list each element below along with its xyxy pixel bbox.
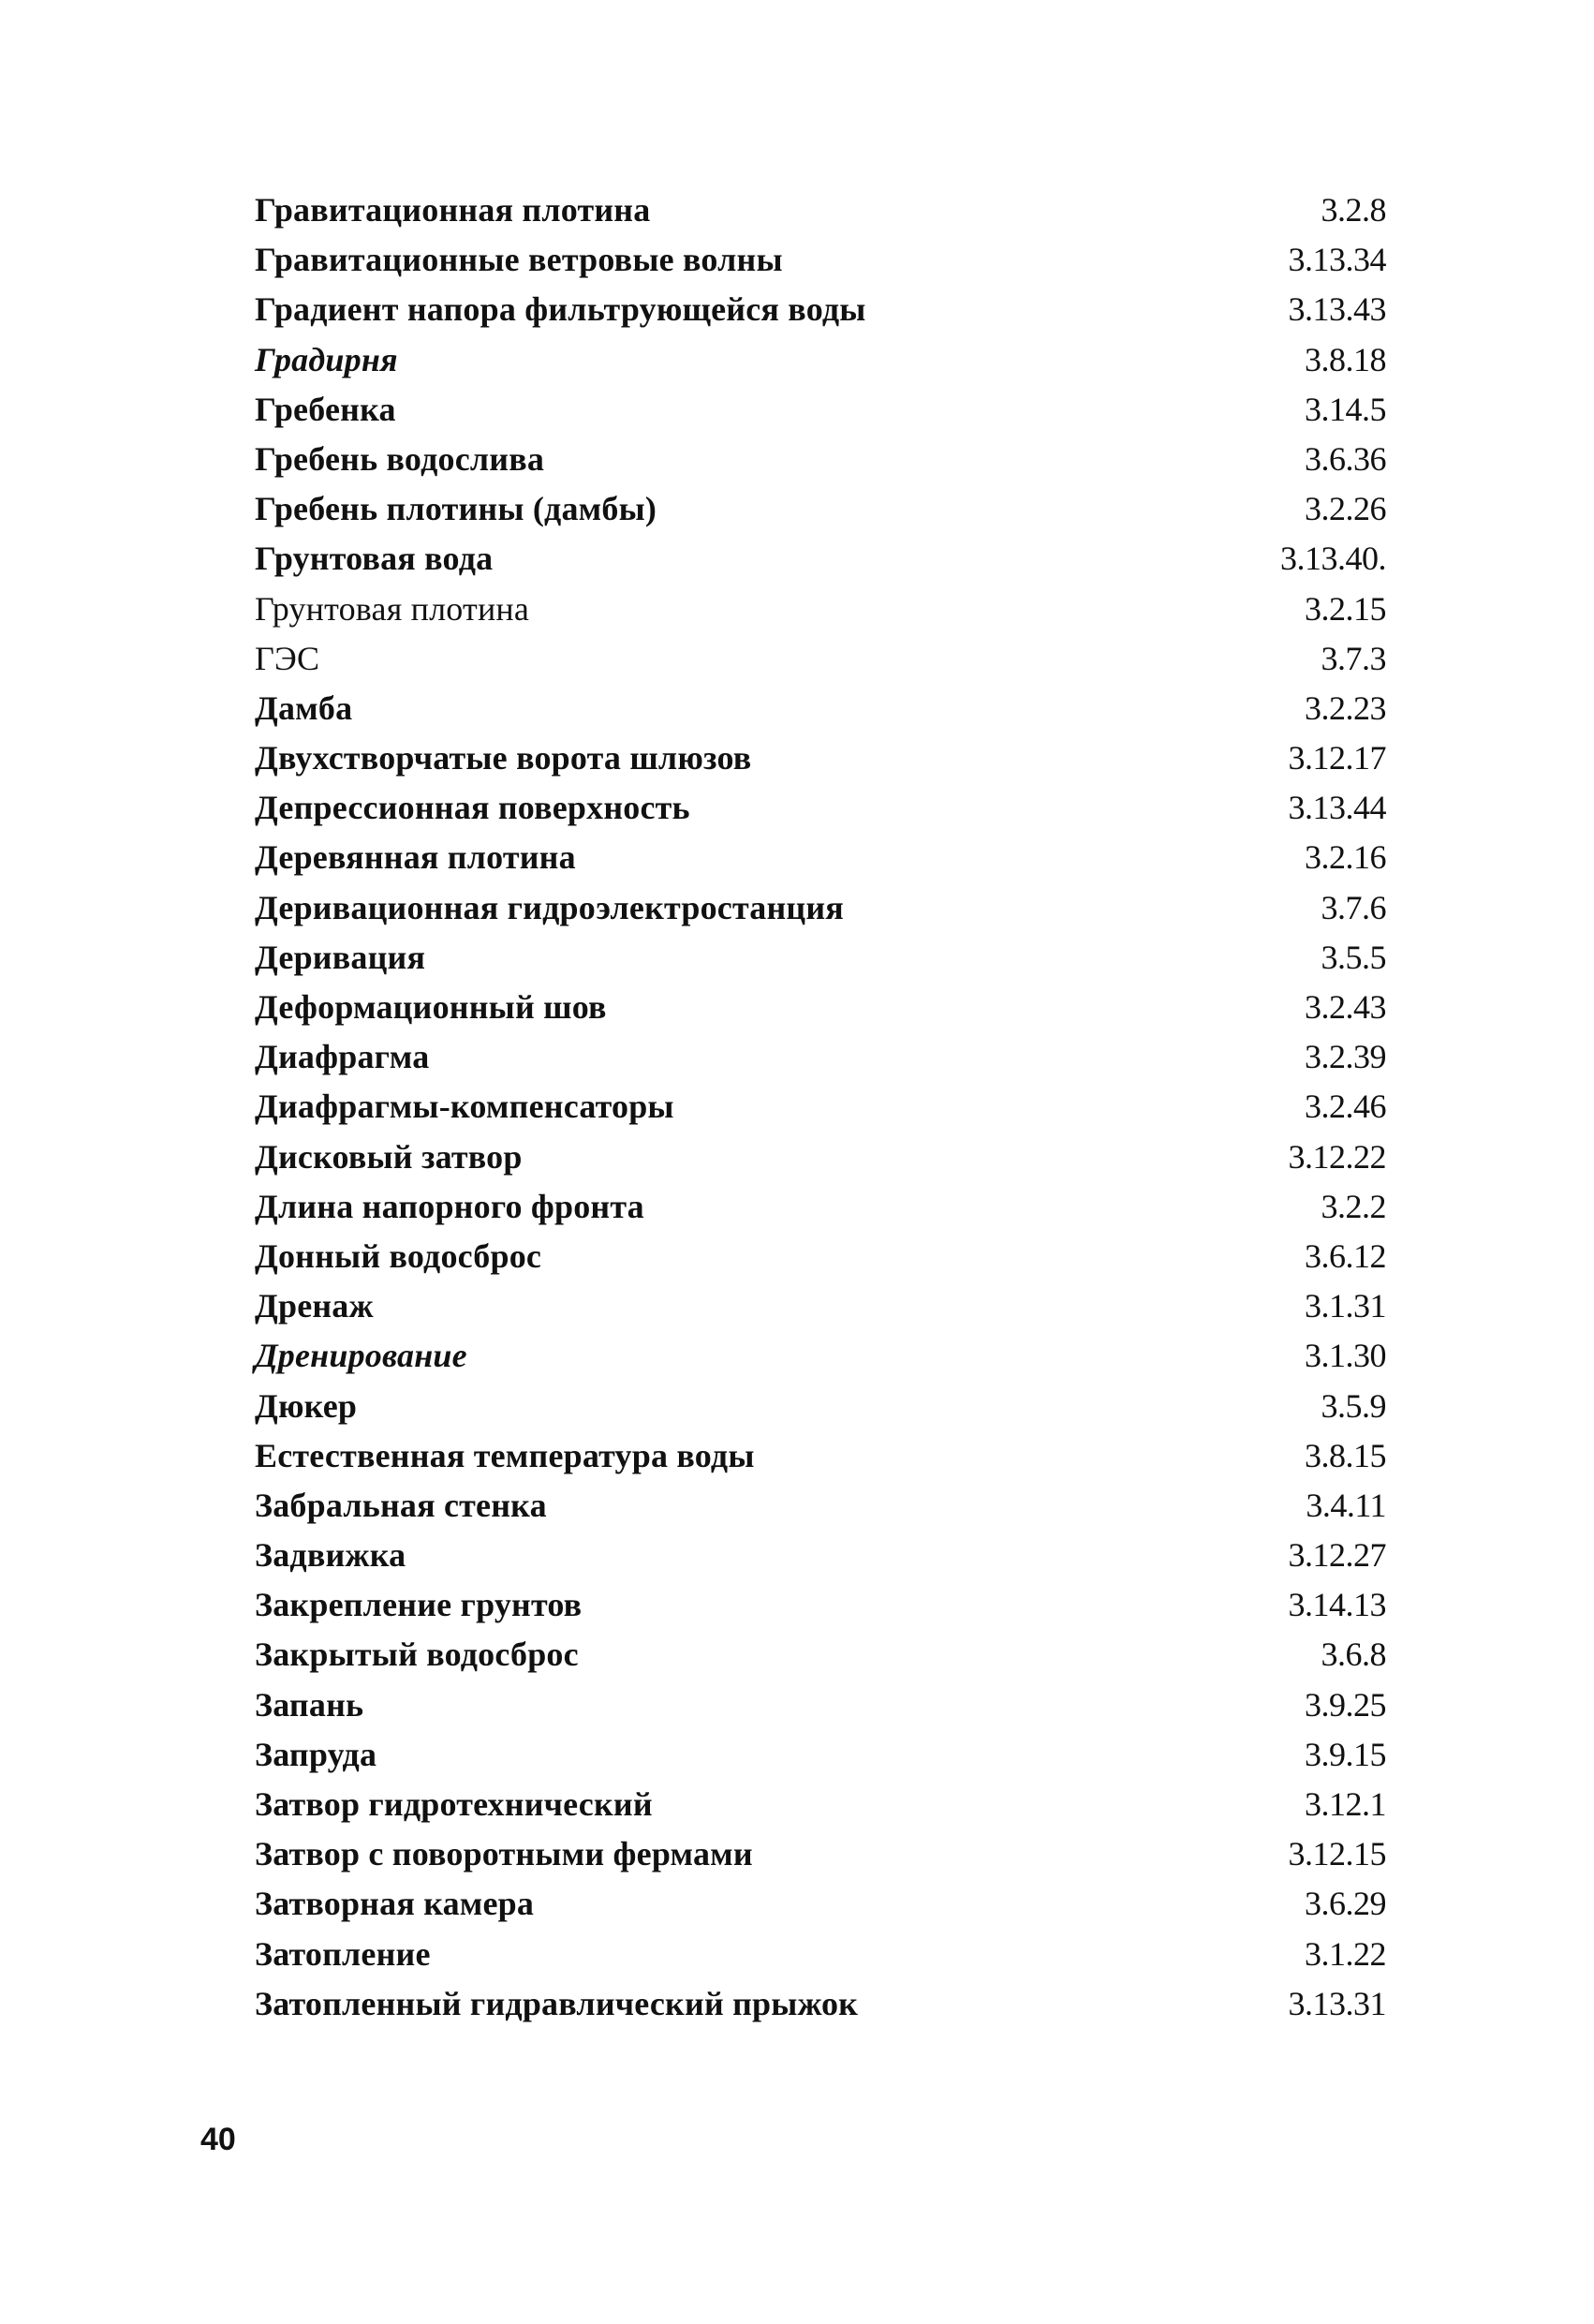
index-entry [255,435,1388,484]
page-number: 40 [200,2122,236,2157]
section-reference: 3.12.1 [1305,1785,1386,1823]
index-entry [255,684,1388,733]
index-term: Затворная камера [255,1885,535,1923]
index-term: Затопление [255,1934,431,1973]
index-entry [255,1531,1388,1580]
index-entry [255,1431,1388,1481]
index-entry [255,1481,1388,1531]
index-entry [255,1331,1388,1381]
section-reference: 3.13.44 [1288,789,1386,827]
index-term: Запань [255,1685,364,1724]
section-reference: 3.13.34 [1288,241,1386,279]
index-term: Закрепление грунтов [255,1586,583,1624]
index-entry [255,634,1388,684]
index-entry [255,1281,1388,1331]
section-reference: 3.2.15 [1305,589,1386,628]
index-term: Дренирование [255,1337,467,1375]
index-entry [255,1630,1388,1680]
index-entry [255,335,1388,385]
section-reference: 3.14.13 [1288,1586,1386,1624]
section-reference: 3.2.46 [1305,1088,1386,1126]
index-entry [255,1730,1388,1780]
index-entry [255,1082,1388,1132]
index-term: Задвижка [255,1536,406,1575]
section-reference: 3.12.15 [1288,1835,1386,1873]
section-reference: 3.2.2 [1321,1187,1386,1225]
section-reference: 3.5.9 [1321,1386,1386,1425]
section-reference: 3.6.12 [1305,1236,1386,1275]
index-entry [255,484,1388,534]
section-reference: 3.2.23 [1305,688,1386,727]
index-term: Дюкер [255,1386,358,1425]
section-reference: 3.4.11 [1306,1486,1386,1524]
section-reference: 3.13.43 [1288,290,1386,329]
section-reference: 3.8.15 [1305,1436,1386,1474]
index-term: Донный водосброс [255,1236,542,1275]
index-term: Запруда [255,1735,377,1773]
index-term: Длина напорного фронта [255,1187,644,1225]
index-term: Градиент напора фильтрующейся воды [255,290,866,329]
index-term: Градирня [255,340,398,378]
index-entry [255,235,1388,285]
index-entry [255,1132,1388,1182]
index-entry [255,783,1388,833]
index-entry [255,933,1388,983]
index-term: Забральная стенка [255,1486,547,1524]
index-term: Гребень плотины (дамбы) [255,490,657,528]
index-term: Грунтовая вода [255,540,494,578]
index-term: Гравитационная плотина [255,191,651,229]
section-reference: 3.6.29 [1305,1885,1386,1923]
index-term: Грунтовая плотина [255,589,530,628]
index-term: Депрессионная поверхность [255,789,690,827]
index-entry [255,1032,1388,1082]
index-entry [255,883,1388,933]
section-reference: 3.2.16 [1305,838,1386,877]
section-reference: 3.12.17 [1288,739,1386,777]
index-term: Деривационная гидроэлектростанция [255,888,844,926]
section-reference: 3.2.8 [1321,191,1386,229]
section-reference: 3.1.30 [1305,1337,1386,1375]
index-entry [255,1979,1388,2029]
section-reference: 3.7.6 [1321,888,1386,926]
index-term: Естественная температура воды [255,1436,755,1474]
index-entry [255,1780,1388,1829]
index-entry [255,1680,1388,1730]
index-term: Закрытый водосброс [255,1636,579,1674]
index-term: Затвор гидротехнический [255,1785,653,1823]
section-reference: 3.14.5 [1305,390,1386,428]
index-entry [255,185,1388,235]
index-term: Деривация [255,938,426,976]
section-reference: 3.9.25 [1305,1685,1386,1724]
section-reference: 3.2.39 [1305,1038,1386,1076]
section-reference: 3.5.5 [1321,938,1386,976]
index-term: Дисковый затвор [255,1137,523,1176]
index-entry [255,1580,1388,1630]
section-reference: 3.7.3 [1321,639,1386,677]
index-term: Двухстворчатые ворота шлюзов [255,739,752,777]
section-reference: 3.12.22 [1288,1137,1386,1176]
section-reference: 3.2.43 [1305,988,1386,1026]
section-reference: 3.12.27 [1288,1536,1386,1575]
index-term: Затвор с поворотными фермами [255,1835,753,1873]
section-reference: 3.8.18 [1305,340,1386,378]
index-term: Затопленный гидравлический прыжок [255,1984,859,2022]
index-term: Гравитационные ветровые волны [255,241,783,279]
index-entry [255,1829,1388,1879]
index-entry [255,1382,1388,1431]
index-entry [255,585,1388,634]
index-entry [255,833,1388,882]
index-term: Дамба [255,688,353,727]
section-reference: 3.2.26 [1305,490,1386,528]
index-term: Деформационный шов [255,988,607,1026]
section-reference: 3.1.22 [1305,1934,1386,1973]
index-entry [255,1879,1388,1929]
index-entry [255,983,1388,1032]
section-reference: 3.13.31 [1288,1984,1386,2022]
index-entry [255,1930,1388,1979]
index-entry [255,1232,1388,1281]
index-entry [255,285,1388,334]
section-reference: 3.6.36 [1305,439,1386,478]
section-reference: 3.1.31 [1305,1287,1386,1325]
index-term: Деревянная плотина [255,838,576,877]
section-reference: 3.13.40. [1280,540,1386,578]
index-entry [255,733,1388,783]
index-term: Диафрагмы-компенсаторы [255,1088,674,1126]
index-entry [255,534,1388,584]
index-entry [255,1182,1388,1232]
term-index-list [255,185,1388,2029]
index-term: Гребенка [255,390,396,428]
section-reference: 3.9.15 [1305,1735,1386,1773]
index-term: Гребень водослива [255,439,545,478]
index-term: Дренаж [255,1287,374,1325]
index-term: ГЭС [255,639,320,677]
index-term: Диафрагма [255,1038,430,1076]
index-entry [255,385,1388,435]
section-reference: 3.6.8 [1321,1636,1386,1674]
